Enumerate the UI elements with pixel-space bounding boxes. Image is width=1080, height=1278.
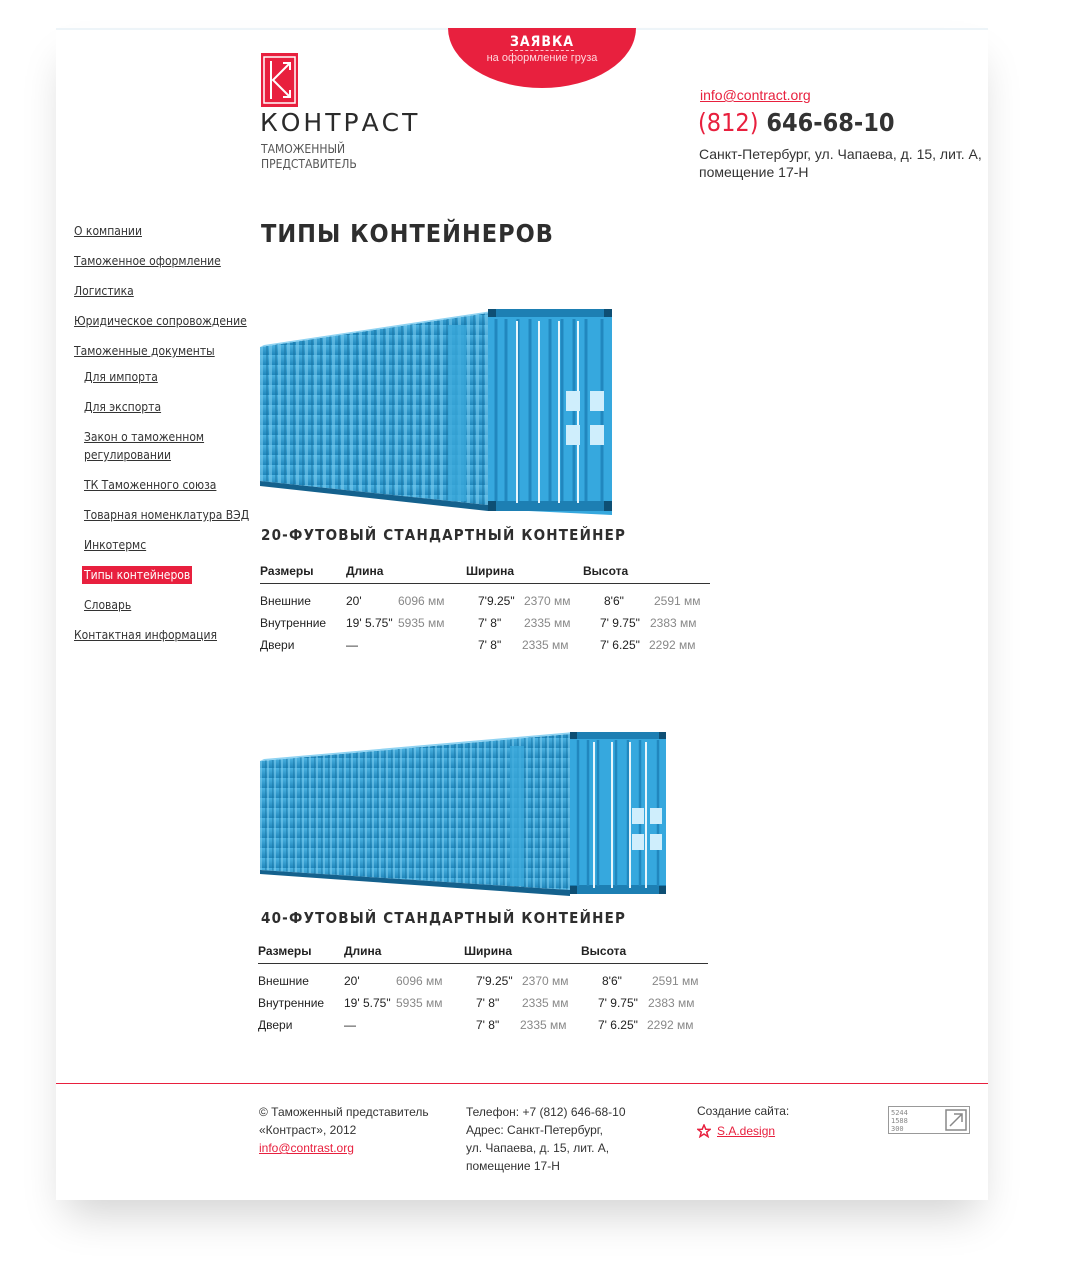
request-badge[interactable]	[448, 28, 636, 88]
header-cell: Размеры	[260, 564, 314, 578]
spec-table-40ft	[258, 944, 708, 1040]
designer-link[interactable]: S.A.design	[717, 1124, 776, 1138]
table-cell: 2383 мм	[648, 996, 695, 1010]
table-cell: 6096 мм	[396, 974, 443, 988]
phone-code: (812)	[698, 108, 759, 137]
header-cell: Размеры	[258, 944, 312, 958]
table-cell: 7' 8"	[478, 638, 502, 652]
table-row	[260, 638, 710, 660]
container-20ft-image	[260, 305, 620, 520]
table-cell: —	[344, 1018, 356, 1032]
table-cell: Внешние	[260, 594, 311, 608]
table-row	[258, 974, 708, 996]
table-cell: 2335 мм	[524, 616, 571, 630]
table-cell: Внутренние	[260, 616, 327, 630]
footer-copyright	[259, 1103, 429, 1157]
table-cell: 20'	[344, 974, 360, 988]
footer-phone: Телефон: +7 (812) 646-68-10	[466, 1105, 626, 1119]
footer-credits	[697, 1102, 789, 1140]
nav-item-import[interactable]: Для импорта	[84, 370, 158, 384]
table-cell: 20'	[346, 594, 362, 608]
table-cell: 7' 9.75"	[598, 996, 638, 1010]
nav-item-legal[interactable]: Юридическое сопровождение	[74, 314, 247, 328]
table-cell: 2591 мм	[652, 974, 699, 988]
table-cell: 7' 8"	[476, 1018, 500, 1032]
table-row	[258, 996, 708, 1018]
header-cell: Высота	[583, 564, 629, 578]
nav-item-customs-law[interactable]: Закон о таможенном	[84, 430, 205, 444]
page	[56, 28, 988, 1200]
table-cell: 5935 мм	[398, 616, 445, 630]
table-cell: 2335 мм	[522, 996, 569, 1010]
copyright-line: © Таможенный представитель	[259, 1105, 429, 1119]
table-cell: 2370 мм	[524, 594, 571, 608]
table-row	[258, 1018, 708, 1040]
phone-number: 646-68-10	[766, 108, 895, 137]
header-cell: Ширина	[466, 564, 515, 578]
table-header	[258, 944, 708, 964]
table-cell: 19' 5.75"	[346, 616, 393, 630]
table-cell: 8'6"	[604, 594, 624, 608]
logo-subtitle: ТАМОЖЕННЫЙ ПРЕДСТАВИТЕЛЬ	[261, 142, 357, 171]
header-phone	[698, 108, 895, 137]
credits-label: Создание сайта:	[697, 1104, 790, 1118]
footer-address-line: Адрес: Санкт-Петербург,	[466, 1123, 604, 1137]
nav-item-incoterms[interactable]: Инкотермс	[84, 538, 147, 552]
table-cell: 7' 6.25"	[598, 1018, 638, 1032]
nav-item-about[interactable]: О компании	[74, 224, 142, 238]
table-row	[260, 616, 710, 638]
copyright-line: «Контраст», 2012	[259, 1123, 357, 1137]
footer-divider	[56, 1083, 988, 1084]
nav-item-customs-docs[interactable]: Таможенные документы	[74, 344, 215, 358]
table-cell: 2335 мм	[522, 638, 569, 652]
nav-item-customs-code[interactable]: ТК Таможенного союза	[84, 478, 217, 492]
table-cell: 7'9.25"	[478, 594, 515, 608]
table-cell: 19' 5.75"	[344, 996, 391, 1010]
star-icon	[697, 1124, 711, 1138]
nav-item-container-types[interactable]: Типы контейнеров	[84, 568, 191, 582]
container-40ft-image	[260, 728, 670, 898]
nav-item-logistics[interactable]: Логистика	[74, 284, 134, 298]
nav-item-export[interactable]: Для экспорта	[84, 400, 162, 414]
footer-contacts	[466, 1103, 626, 1175]
section-title-40ft: 40-ФУТОВЫЙ СТАНДАРТНЫЙ КОНТЕЙНЕР	[261, 909, 627, 927]
table-cell: 2370 мм	[522, 974, 569, 988]
table-row	[260, 594, 710, 616]
table-cell: 2383 мм	[650, 616, 697, 630]
section-title-20ft: 20-ФУТОВЫЙ СТАНДАРТНЫЙ КОНТЕЙНЕР	[261, 526, 627, 544]
header-cell: Длина	[344, 944, 382, 958]
table-cell: Двери	[258, 1018, 293, 1032]
footer-address-line: помещение 17-Н	[466, 1159, 560, 1173]
page-title: ТИПЫ КОНТЕЙНЕРОВ	[261, 219, 554, 248]
table-cell: 6096 мм	[398, 594, 445, 608]
designer-link-row[interactable]	[697, 1122, 789, 1140]
table-cell: 2292 мм	[647, 1018, 694, 1032]
table-cell: 7' 6.25"	[600, 638, 640, 652]
logo-name[interactable]: КОНТРАСТ	[260, 108, 421, 137]
table-cell: 7'9.25"	[476, 974, 513, 988]
table-cell: Внешние	[258, 974, 309, 988]
header-cell: Длина	[346, 564, 384, 578]
table-cell: 7' 9.75"	[600, 616, 640, 630]
table-cell: Внутренние	[258, 996, 325, 1010]
logo-icon[interactable]	[261, 53, 298, 107]
table-cell: 2292 мм	[649, 638, 696, 652]
nav-item-contacts[interactable]: Контактная информация	[74, 628, 218, 642]
table-header	[260, 564, 710, 584]
table-cell: 7' 8"	[476, 996, 500, 1010]
footer-address-line: ул. Чапаева, д. 15, лит. А,	[466, 1141, 610, 1155]
nav-item-customs-law-2[interactable]: регулировании	[84, 448, 171, 462]
header-email-link[interactable]: info@contract.org	[700, 87, 811, 103]
visit-counter[interactable]	[888, 1106, 970, 1134]
header-cell: Высота	[581, 944, 627, 958]
table-cell: 7' 8"	[478, 616, 502, 630]
header-address: Санкт-Петербург, ул. Чапаева, д. 15, лит. А, помещение 17-Н	[699, 146, 982, 180]
table-cell: —	[346, 638, 358, 652]
header-cell: Ширина	[464, 944, 513, 958]
counter-line: 300	[891, 1125, 904, 1133]
counter-line: 1588	[891, 1117, 908, 1125]
table-cell: Двери	[260, 638, 295, 652]
spec-table-20ft	[260, 564, 710, 660]
table-cell: 2335 мм	[520, 1018, 567, 1032]
request-title[interactable]: ЗАЯВКА	[509, 34, 575, 50]
counter-badge	[888, 1106, 970, 1134]
nav-item-glossary[interactable]: Словарь	[84, 598, 132, 612]
table-cell: 2591 мм	[654, 594, 701, 608]
nav-item-customs-clearance[interactable]: Таможенное оформление	[74, 254, 221, 268]
footer-email-link[interactable]: info@contrast.org	[259, 1141, 354, 1155]
counter-line: 5244	[891, 1109, 908, 1117]
request-subtitle: на оформление груза	[486, 52, 598, 64]
table-cell: 5935 мм	[396, 996, 443, 1010]
table-cell: 8'6"	[602, 974, 622, 988]
nav-item-nomenclature[interactable]: Товарная номенклатура ВЭД	[84, 508, 250, 522]
